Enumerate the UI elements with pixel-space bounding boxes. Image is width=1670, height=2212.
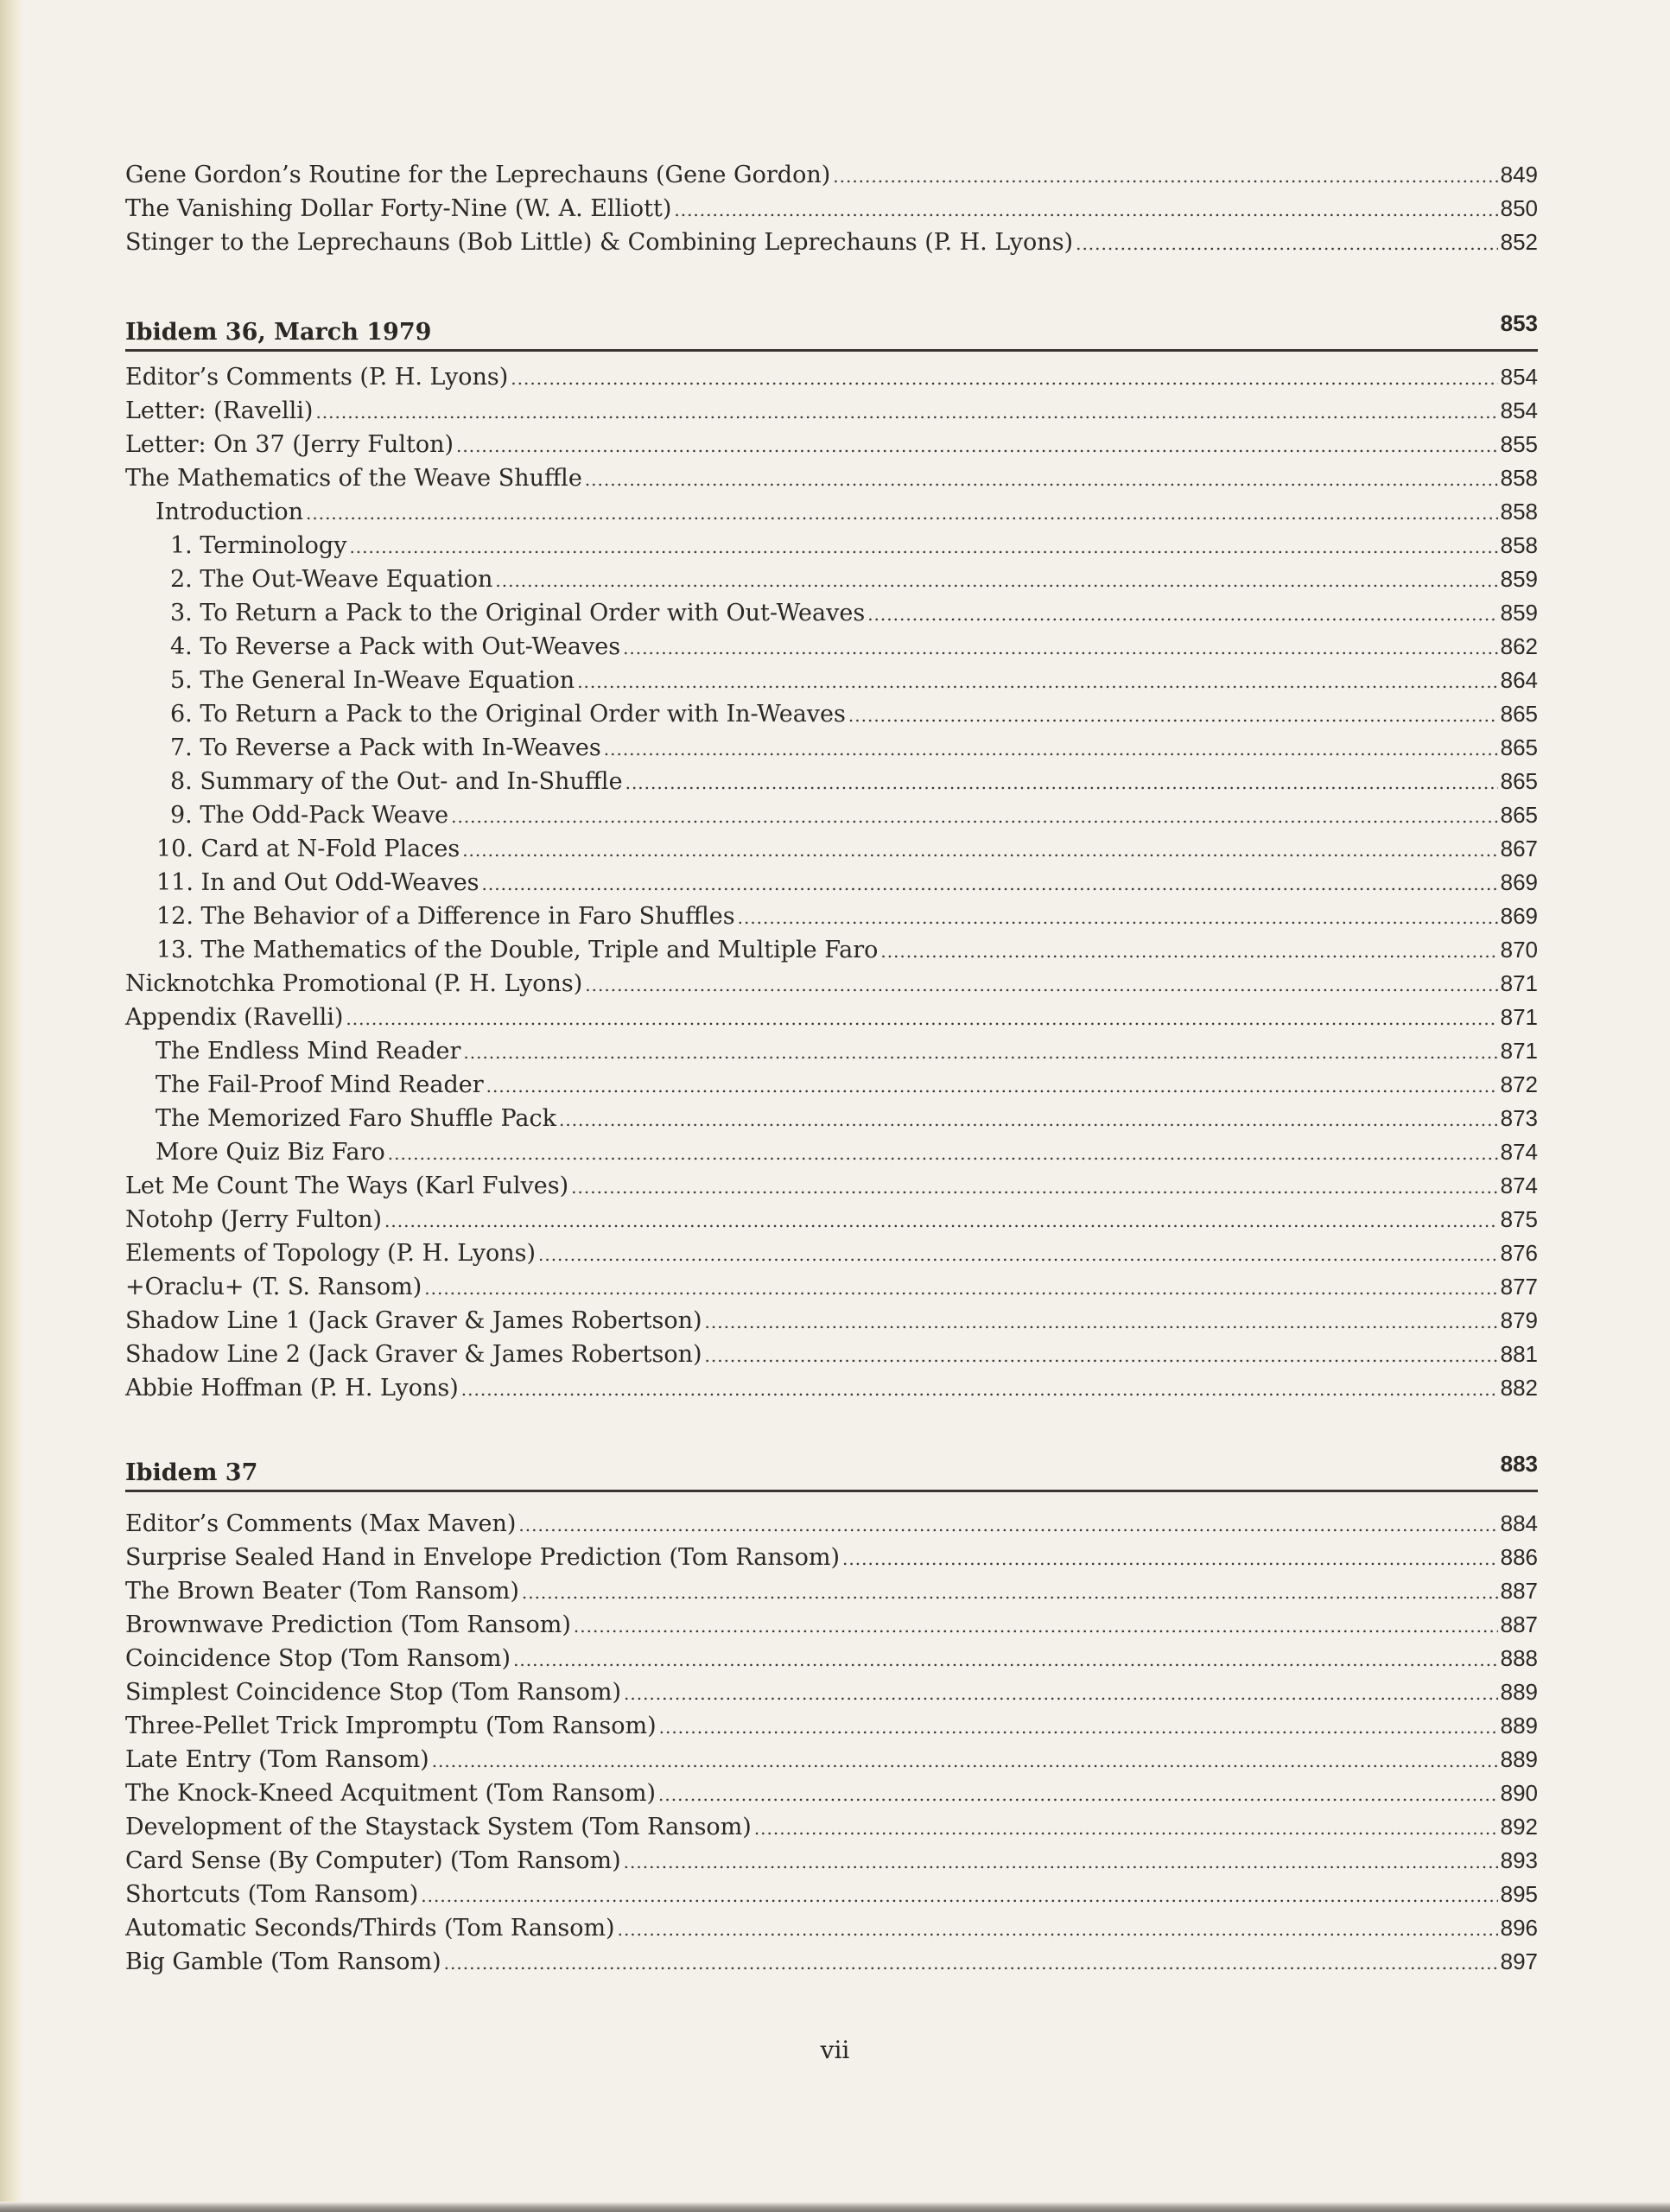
entry-page: 859 [1500, 600, 1538, 626]
toc-entry [125, 1709, 1538, 1743]
toc-entry [125, 1371, 1538, 1405]
entry-page: 886 [1500, 1544, 1538, 1570]
page-binding-edge [0, 0, 22, 2212]
toc-subentry [125, 1102, 1538, 1135]
entry-page: 887 [1500, 1611, 1538, 1637]
leader-dots [451, 800, 1498, 834]
entry-page: 867 [1500, 836, 1538, 861]
entry-title: The Memorized Faro Shuffle Pack [156, 1105, 556, 1132]
leader-dots [848, 699, 1498, 733]
leader-dots [349, 531, 1497, 564]
entry-title: 5. The General In-Weave Equation [170, 667, 575, 694]
entry-page: 865 [1500, 734, 1538, 760]
toc-entry [125, 394, 1538, 428]
toc-subentry [125, 596, 1538, 630]
leader-dots [444, 1947, 1498, 1980]
toc-subentry [125, 563, 1538, 596]
entry-title: Appendix (Ravelli) [125, 1004, 344, 1031]
leader-dots [513, 1643, 1498, 1677]
entry-page: 889 [1500, 1713, 1538, 1738]
entry-page: 865 [1500, 802, 1538, 828]
toc-entry [125, 1743, 1538, 1777]
leader-dots [604, 733, 1498, 766]
leader-dots [880, 935, 1497, 969]
leader-dots [495, 564, 1497, 598]
leader-dots [388, 1137, 1498, 1171]
entry-title: The Endless Mind Reader [156, 1038, 461, 1065]
leader-dots [461, 1373, 1498, 1407]
entry-page: 882 [1500, 1375, 1538, 1401]
leader-dots [346, 1002, 1497, 1036]
leader-dots [842, 1542, 1498, 1576]
entry-title: 10. Card at N-Fold Places [156, 836, 460, 862]
toc-entry [125, 1608, 1538, 1642]
entry-page: 877 [1500, 1274, 1538, 1300]
toc-entry [125, 226, 1538, 259]
leader-dots [658, 1778, 1498, 1812]
entry-title: Shadow Line 1 (Jack Graver & James Robertson) [125, 1307, 702, 1334]
leader-dots [738, 901, 1498, 935]
entry-page: 871 [1500, 1038, 1538, 1064]
entry-title: More Quiz Biz Faro [156, 1139, 385, 1166]
leader-dots [432, 1745, 1498, 1778]
page-bottom-edge [0, 2202, 1670, 2212]
leader-dots [624, 1846, 1498, 1879]
toc-subentry [125, 664, 1538, 697]
toc-entry [125, 1911, 1538, 1945]
toc-entry [125, 1236, 1538, 1270]
entry-page: 865 [1500, 701, 1538, 727]
toc-entry [125, 1338, 1538, 1371]
entry-page: 889 [1500, 1679, 1538, 1705]
toc-entry [125, 1777, 1538, 1810]
entry-title: 13. The Mathematics of the Double, Triple and Multiple Faro [156, 937, 879, 963]
entry-page: 873 [1500, 1105, 1538, 1131]
entry-page: 869 [1500, 869, 1538, 895]
entry-title: Automatic Seconds/Thirds (Tom Ransom) [125, 1915, 615, 1942]
toc-entry [125, 1001, 1538, 1034]
toc-entry [125, 428, 1538, 461]
entry-title: Development of the Staystack System (Tom Ransom) [125, 1814, 752, 1840]
leader-dots [659, 1711, 1498, 1745]
entry-title: 1. Terminology [170, 532, 347, 559]
toc-subentry [125, 798, 1538, 832]
leader-dots [482, 868, 1498, 901]
entry-title: Card Sense (By Computer) (Tom Ransom) [125, 1847, 621, 1874]
entry-title: Notohp (Jerry Fulton) [125, 1206, 383, 1233]
entry-title: Late Entry (Tom Ransom) [125, 1746, 429, 1773]
entry-title: Gene Gordon’s Routine for the Leprechauns (Gene Gordon) [125, 162, 831, 188]
toc-subentry [125, 899, 1538, 933]
toc-entry [125, 192, 1538, 226]
toc-entry [125, 1675, 1538, 1709]
entry-page: 850 [1500, 195, 1538, 221]
entry-title: 2. The Out-Weave Equation [170, 566, 493, 593]
leader-dots [754, 1812, 1498, 1846]
leader-dots [574, 1610, 1498, 1643]
entry-page: 893 [1500, 1847, 1538, 1873]
entry-title: The Mathematics of the Weave Shuffle [125, 465, 582, 492]
section-36-entries [125, 360, 1538, 1405]
entry-page: 854 [1500, 364, 1538, 390]
entry-title: Let Me Count The Ways (Karl Fulves) [125, 1173, 569, 1199]
entry-title: Letter: On 37 (Jerry Fulton) [125, 431, 454, 458]
entry-page: 896 [1500, 1915, 1538, 1941]
entry-page: 895 [1500, 1881, 1538, 1907]
toc-subentry [125, 933, 1538, 967]
section-heading [125, 311, 1538, 352]
leader-dots [486, 1070, 1498, 1103]
entry-page: 879 [1500, 1307, 1538, 1333]
entry-page: 881 [1500, 1341, 1538, 1367]
toc-entry [125, 1507, 1538, 1541]
entry-title: Surprise Sealed Hand in Envelope Prediction (Tom Ransom) [125, 1544, 841, 1571]
entry-page: 887 [1500, 1578, 1538, 1604]
entry-title: 3. To Return a Pack to the Original Order with Out-Weaves [170, 600, 866, 626]
toc-entry [125, 1810, 1538, 1844]
toc-subentry [125, 495, 1538, 529]
entry-title: 12. The Behavior of a Difference in Faro Shuffles [156, 903, 735, 930]
toc-subentry [125, 765, 1538, 798]
toc-subentry [125, 630, 1538, 664]
section-37-entries [125, 1507, 1538, 1979]
toc-subentry [125, 866, 1538, 899]
entry-page: 852 [1500, 229, 1538, 255]
entry-page: 854 [1500, 397, 1538, 423]
entry-page: 858 [1500, 499, 1538, 524]
entry-title: Letter: (Ravelli) [125, 397, 314, 424]
toc-subentry [125, 529, 1538, 563]
entry-title: The Brown Beater (Tom Ransom) [125, 1578, 519, 1605]
entry-page: 892 [1500, 1814, 1538, 1840]
entry-title: Introduction [156, 499, 303, 525]
entry-title: Abbie Hoffman (P. H. Lyons) [125, 1375, 459, 1402]
toc-subentry [125, 1135, 1538, 1169]
entry-page: 874 [1500, 1139, 1538, 1165]
toc-entry [125, 461, 1538, 495]
toc-entry [125, 1844, 1538, 1878]
leader-dots [518, 1509, 1497, 1542]
entry-title: Three-Pellet Trick Impromptu (Tom Ransom) [125, 1713, 657, 1739]
toc-entry [125, 1878, 1538, 1911]
entry-page: 849 [1500, 162, 1538, 188]
leader-dots [625, 766, 1498, 800]
leader-dots [462, 834, 1497, 868]
leader-dots [571, 1171, 1497, 1205]
leader-dots [522, 1576, 1498, 1610]
entry-title: 6. To Return a Pack to the Original Order with In-Weaves [170, 701, 846, 728]
entry-title: Stinger to the Leprechauns (Bob Little) & Combining Leprechauns (P. H. Lyons) [125, 229, 1074, 256]
leader-dots [624, 1677, 1498, 1711]
toc-entry [125, 1203, 1538, 1236]
entry-page: 870 [1500, 937, 1538, 963]
section-heading [125, 1452, 1538, 1492]
entry-page: 865 [1500, 768, 1538, 794]
entry-title: Elements of Topology (P. H. Lyons) [125, 1240, 536, 1267]
entry-page: 897 [1500, 1948, 1538, 1974]
toc-entry [125, 1945, 1538, 1979]
entry-page: 855 [1500, 431, 1538, 457]
toc-subentry [125, 1034, 1538, 1068]
entry-page: 875 [1500, 1206, 1538, 1232]
toc-subentry [125, 697, 1538, 731]
entry-page: 876 [1500, 1240, 1538, 1266]
leader-dots [705, 1339, 1498, 1373]
entry-title: Simplest Coincidence Stop (Tom Ransom) [125, 1679, 621, 1706]
entry-page: 889 [1500, 1746, 1538, 1772]
leader-dots [705, 1306, 1498, 1339]
entry-title: +Oraclu+ (T. S. Ransom) [125, 1274, 422, 1300]
entry-page: 871 [1500, 1004, 1538, 1030]
entry-title: Shortcuts (Tom Ransom) [125, 1881, 419, 1908]
leader-dots [559, 1103, 1498, 1137]
leader-dots [585, 969, 1497, 1002]
leader-dots [577, 665, 1497, 699]
leader-dots [674, 194, 1497, 227]
toc-entry [125, 1541, 1538, 1574]
entry-page: 890 [1500, 1780, 1538, 1806]
leader-dots [421, 1879, 1497, 1913]
toc-entry [125, 158, 1538, 192]
toc-entry [125, 1270, 1538, 1304]
toc-entry [125, 1642, 1538, 1675]
leader-dots [511, 362, 1497, 396]
continued-entries [125, 158, 1538, 259]
entry-page: 858 [1500, 465, 1538, 491]
entry-title: 8. Summary of the Out- and In-Shuffle [170, 768, 623, 795]
entry-title: Nicknotchka Promotional (P. H. Lyons) [125, 970, 583, 997]
entry-page: 862 [1500, 633, 1538, 659]
toc-entry [125, 1169, 1538, 1203]
leader-dots [538, 1238, 1498, 1272]
leader-dots [867, 598, 1497, 632]
leader-dots [463, 1036, 1497, 1070]
section-page: 883 [1500, 1451, 1538, 1477]
section-title: Ibidem 37 [125, 1459, 258, 1486]
section-page: 853 [1500, 310, 1538, 336]
entry-title: Editor’s Comments (P. H. Lyons) [125, 364, 509, 391]
leader-dots [585, 463, 1498, 497]
toc-entry [125, 360, 1538, 394]
toc-entry [125, 1304, 1538, 1338]
entry-title: Editor’s Comments (Max Maven) [125, 1510, 517, 1537]
entry-title: The Vanishing Dollar Forty-Nine (W. A. Elliott) [125, 195, 672, 222]
entry-page: 872 [1500, 1071, 1538, 1097]
leader-dots [623, 632, 1498, 665]
section-title: Ibidem 36, March 1979 [125, 319, 432, 346]
leader-dots [306, 497, 1498, 531]
entry-page: 869 [1500, 903, 1538, 929]
leader-dots [456, 429, 1498, 463]
toc-entry [125, 1574, 1538, 1608]
entry-title: 9. The Odd-Pack Weave [170, 802, 449, 829]
entry-page: 871 [1500, 970, 1538, 996]
entry-title: 4. To Reverse a Pack with Out-Weaves [170, 633, 621, 660]
leader-dots [618, 1913, 1498, 1947]
entry-title: 11. In and Out Odd-Weaves [156, 869, 479, 896]
entry-title: The Fail-Proof Mind Reader [156, 1071, 484, 1098]
entry-page: 874 [1500, 1173, 1538, 1198]
toc-subentry [125, 731, 1538, 765]
toc-entry [125, 967, 1538, 1001]
leader-dots [833, 160, 1497, 194]
entry-title: Shadow Line 2 (Jack Graver & James Robertson) [125, 1341, 702, 1368]
entry-title: Big Gamble (Tom Ransom) [125, 1948, 441, 1975]
toc-subentry [125, 1068, 1538, 1102]
entry-page: 884 [1500, 1510, 1538, 1536]
page-number: vii [820, 2036, 850, 2064]
toc-subentry [125, 832, 1538, 866]
leader-dots [1076, 227, 1498, 261]
entry-page: 859 [1500, 566, 1538, 592]
entry-title: Coincidence Stop (Tom Ransom) [125, 1645, 511, 1672]
entry-page: 864 [1500, 667, 1538, 693]
entry-title: 7. To Reverse a Pack with In-Weaves [170, 734, 601, 761]
leader-dots [315, 396, 1497, 429]
entry-title: The Knock-Kneed Acquitment (Tom Ransom) [125, 1780, 657, 1807]
entry-page: 888 [1500, 1645, 1538, 1671]
entry-page: 858 [1500, 532, 1538, 558]
leader-dots [384, 1205, 1498, 1238]
leader-dots [424, 1272, 1497, 1306]
entry-title: Brownwave Prediction (Tom Ransom) [125, 1611, 571, 1638]
